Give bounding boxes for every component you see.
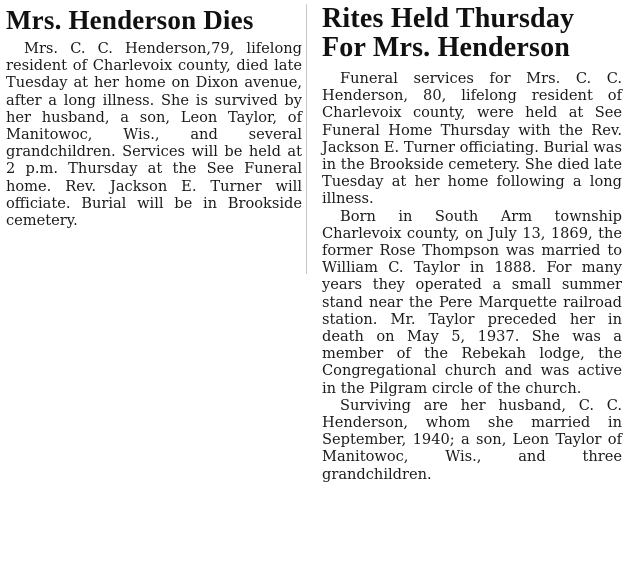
funeral-rites-paragraph-survivors: Surviving are her husband, C. C. Henderson, whom she married in September, 1940; a son, Leon Taylor of Manitowoc, Wis., and three grandchildren. [322,396,622,483]
funeral-rites-paragraph-biography: Born in South Arm township Charlevoix county, on July 13, 1869, the former Rose Thompson was married to William C. Taylor in 1888. For many years they operated a small summer stand near the Pere Marquette railroad station. Mr. Taylor preceded her in death on May 5, 1937. She was a member of the Rebekah lodge, the Congregational church and was active in the Pilgram circle of the church. [322,207,622,397]
obituary-headline: Mrs. Henderson Dies [6,5,254,35]
obituary-paragraph: Mrs. C. C. Henderson,79, lifelong resident of Charlevoix county, died late Tuesday at her home on Dixon avenue, after a long illness. She is survived by her husband, a son, Leon Taylor, of Manitowoc, Wis., and several grandchildren. Services will be held at 2 p.m. Thursday at the See Funeral home. Rev. Jackson E. Turner will officiate. Burial will be in Brookside cemetery. [6,40,302,230]
obituary-body [6,40,302,229]
funeral-rites-paragraph-services: Funeral services for Mrs. C. C. Henderson, 80, lifelong resident of Charlevoix county, were held at See Funeral Home Thursday with the Rev. Jackson E. Turner officiating. Burial was in the Brookside cemetery. She died late Tuesday at her home following a long illness. [322,70,622,208]
funeral-rites-body [322,70,622,483]
obituary-notice [6,4,307,274]
funeral-rites-headline: Rites Held Thursday For Mrs. Henderson [322,3,575,63]
funeral-rites-article [322,4,624,586]
